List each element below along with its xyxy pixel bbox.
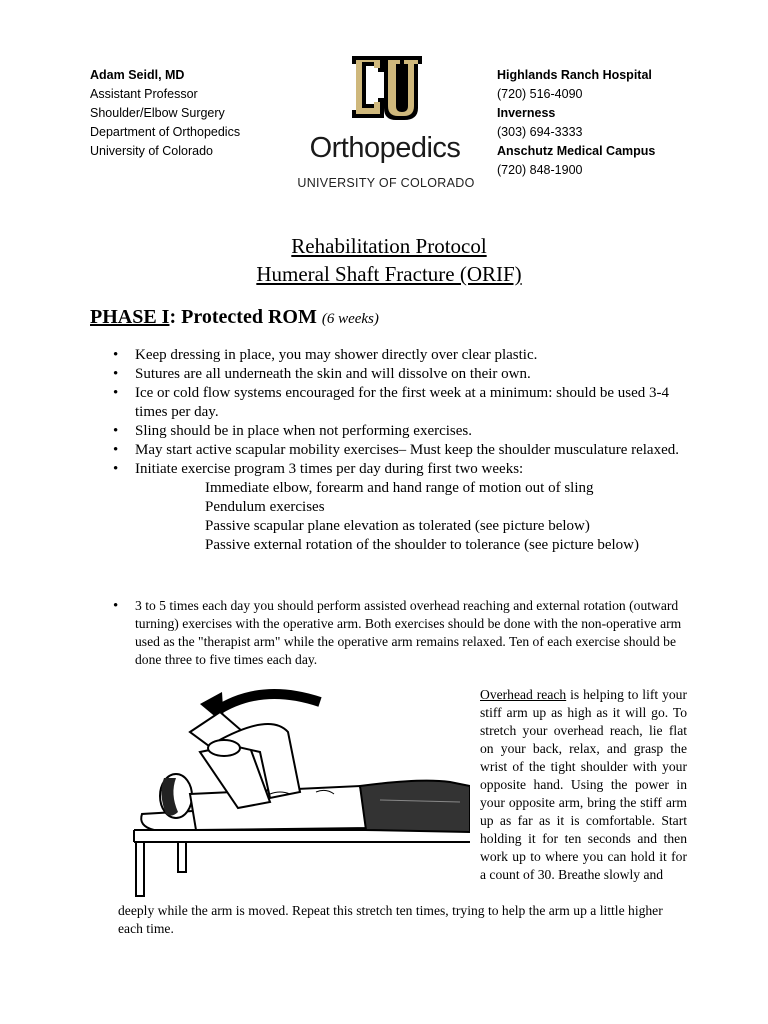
locations-info (497, 66, 655, 180)
title-line-2: Humeral Shaft Fracture (ORIF) (256, 262, 522, 286)
location-name: Anschutz Medical Campus (497, 144, 656, 158)
location-phone: (303) 694-3333 (497, 125, 583, 139)
phase-bullets (110, 346, 700, 555)
cu-logo (350, 52, 424, 124)
list-item (110, 460, 700, 555)
location-phone: (720) 848-1900 (497, 163, 583, 177)
phase-colon: : (169, 306, 177, 328)
list-item: • Sutures are all underneath the skin and will dissolve on their own. (110, 365, 700, 384)
list-item: • May start active scapular mobility exercises– Must keep the shoulder musculature relaxed. (110, 441, 700, 460)
list-item: • Sling should be in place when not performing exercises. (110, 422, 700, 441)
physician-specialty: Shoulder/Elbow Surgery (90, 106, 225, 120)
physician-info (90, 66, 240, 161)
phase-name: Protected ROM (176, 306, 317, 328)
location-name: Highlands Ranch Hospital (497, 68, 652, 82)
physician-university: University of Colorado (90, 144, 213, 158)
sub-item: Passive scapular plane elevation as tolerated (see picture below) (205, 518, 590, 534)
phase-heading (90, 306, 379, 329)
phase-duration: (6 weeks) (321, 311, 379, 327)
physician-department: Department of Orthopedics (90, 125, 241, 139)
phase-label: PHASE I (90, 306, 170, 328)
location-phone: (720) 516-4090 (497, 87, 583, 101)
exercise-program-intro: Initiate exercise program 3 times per day during first two weeks: (135, 461, 524, 477)
sub-item: Passive external rotation of the shoulder to tolerance (see picture below) (205, 537, 640, 553)
overhead-reach-illustration (120, 682, 470, 900)
title-line-1: Rehabilitation Protocol (291, 234, 487, 258)
list-item: • Ice or cold flow systems encouraged for the first week at a minimum: should be used 3-4 times per day. (110, 384, 700, 422)
document-title (0, 232, 768, 288)
overhead-reach-term: Overhead reach (480, 687, 567, 702)
physician-title: Assistant Professor (90, 87, 198, 101)
list-item: • Keep dressing in place, you may shower directly over clear plastic. (110, 346, 700, 365)
location-name: Inverness (497, 106, 556, 120)
overhead-reach-continuation: deeply while the arm is moved. Repeat this stretch ten times, trying to help the arm up a little higher each time. (118, 903, 663, 936)
logo-university: UNIVERSITY OF COLORADO (297, 176, 475, 190)
overhead-reach-text: is helping to lift your stiff arm up as high as it will go. To stretch your overhead reach, lie flat on your back, relax, and grasp the wrist of the tight shoulder with your opposite hand. Using the power in your opposite arm, bring the stiff arm up as far as it is comfortable. Start holding it for ten seconds and then work up to where you can hold it for a count of 30. Breathe slowly and (480, 687, 687, 882)
sub-item: Pendulum exercises (205, 499, 325, 515)
logo-wordmark: Orthopedics (309, 132, 461, 164)
assisted-exercises (110, 597, 700, 669)
sub-item: Immediate elbow, forearm and hand range of motion out of sling (205, 480, 594, 496)
list-item: • 3 to 5 times each day you should perform assisted overhead reaching and external rotation (outward turning) exercises with the operative arm. Both exercises should be done with the non-operative arm used as the "therapist arm" while the operative arm remains relaxed. Ten of each exercise should be done three to five times each day. (110, 597, 700, 669)
physician-name: Adam Seidl, MD (90, 68, 185, 82)
overhead-reach-description (480, 686, 687, 884)
